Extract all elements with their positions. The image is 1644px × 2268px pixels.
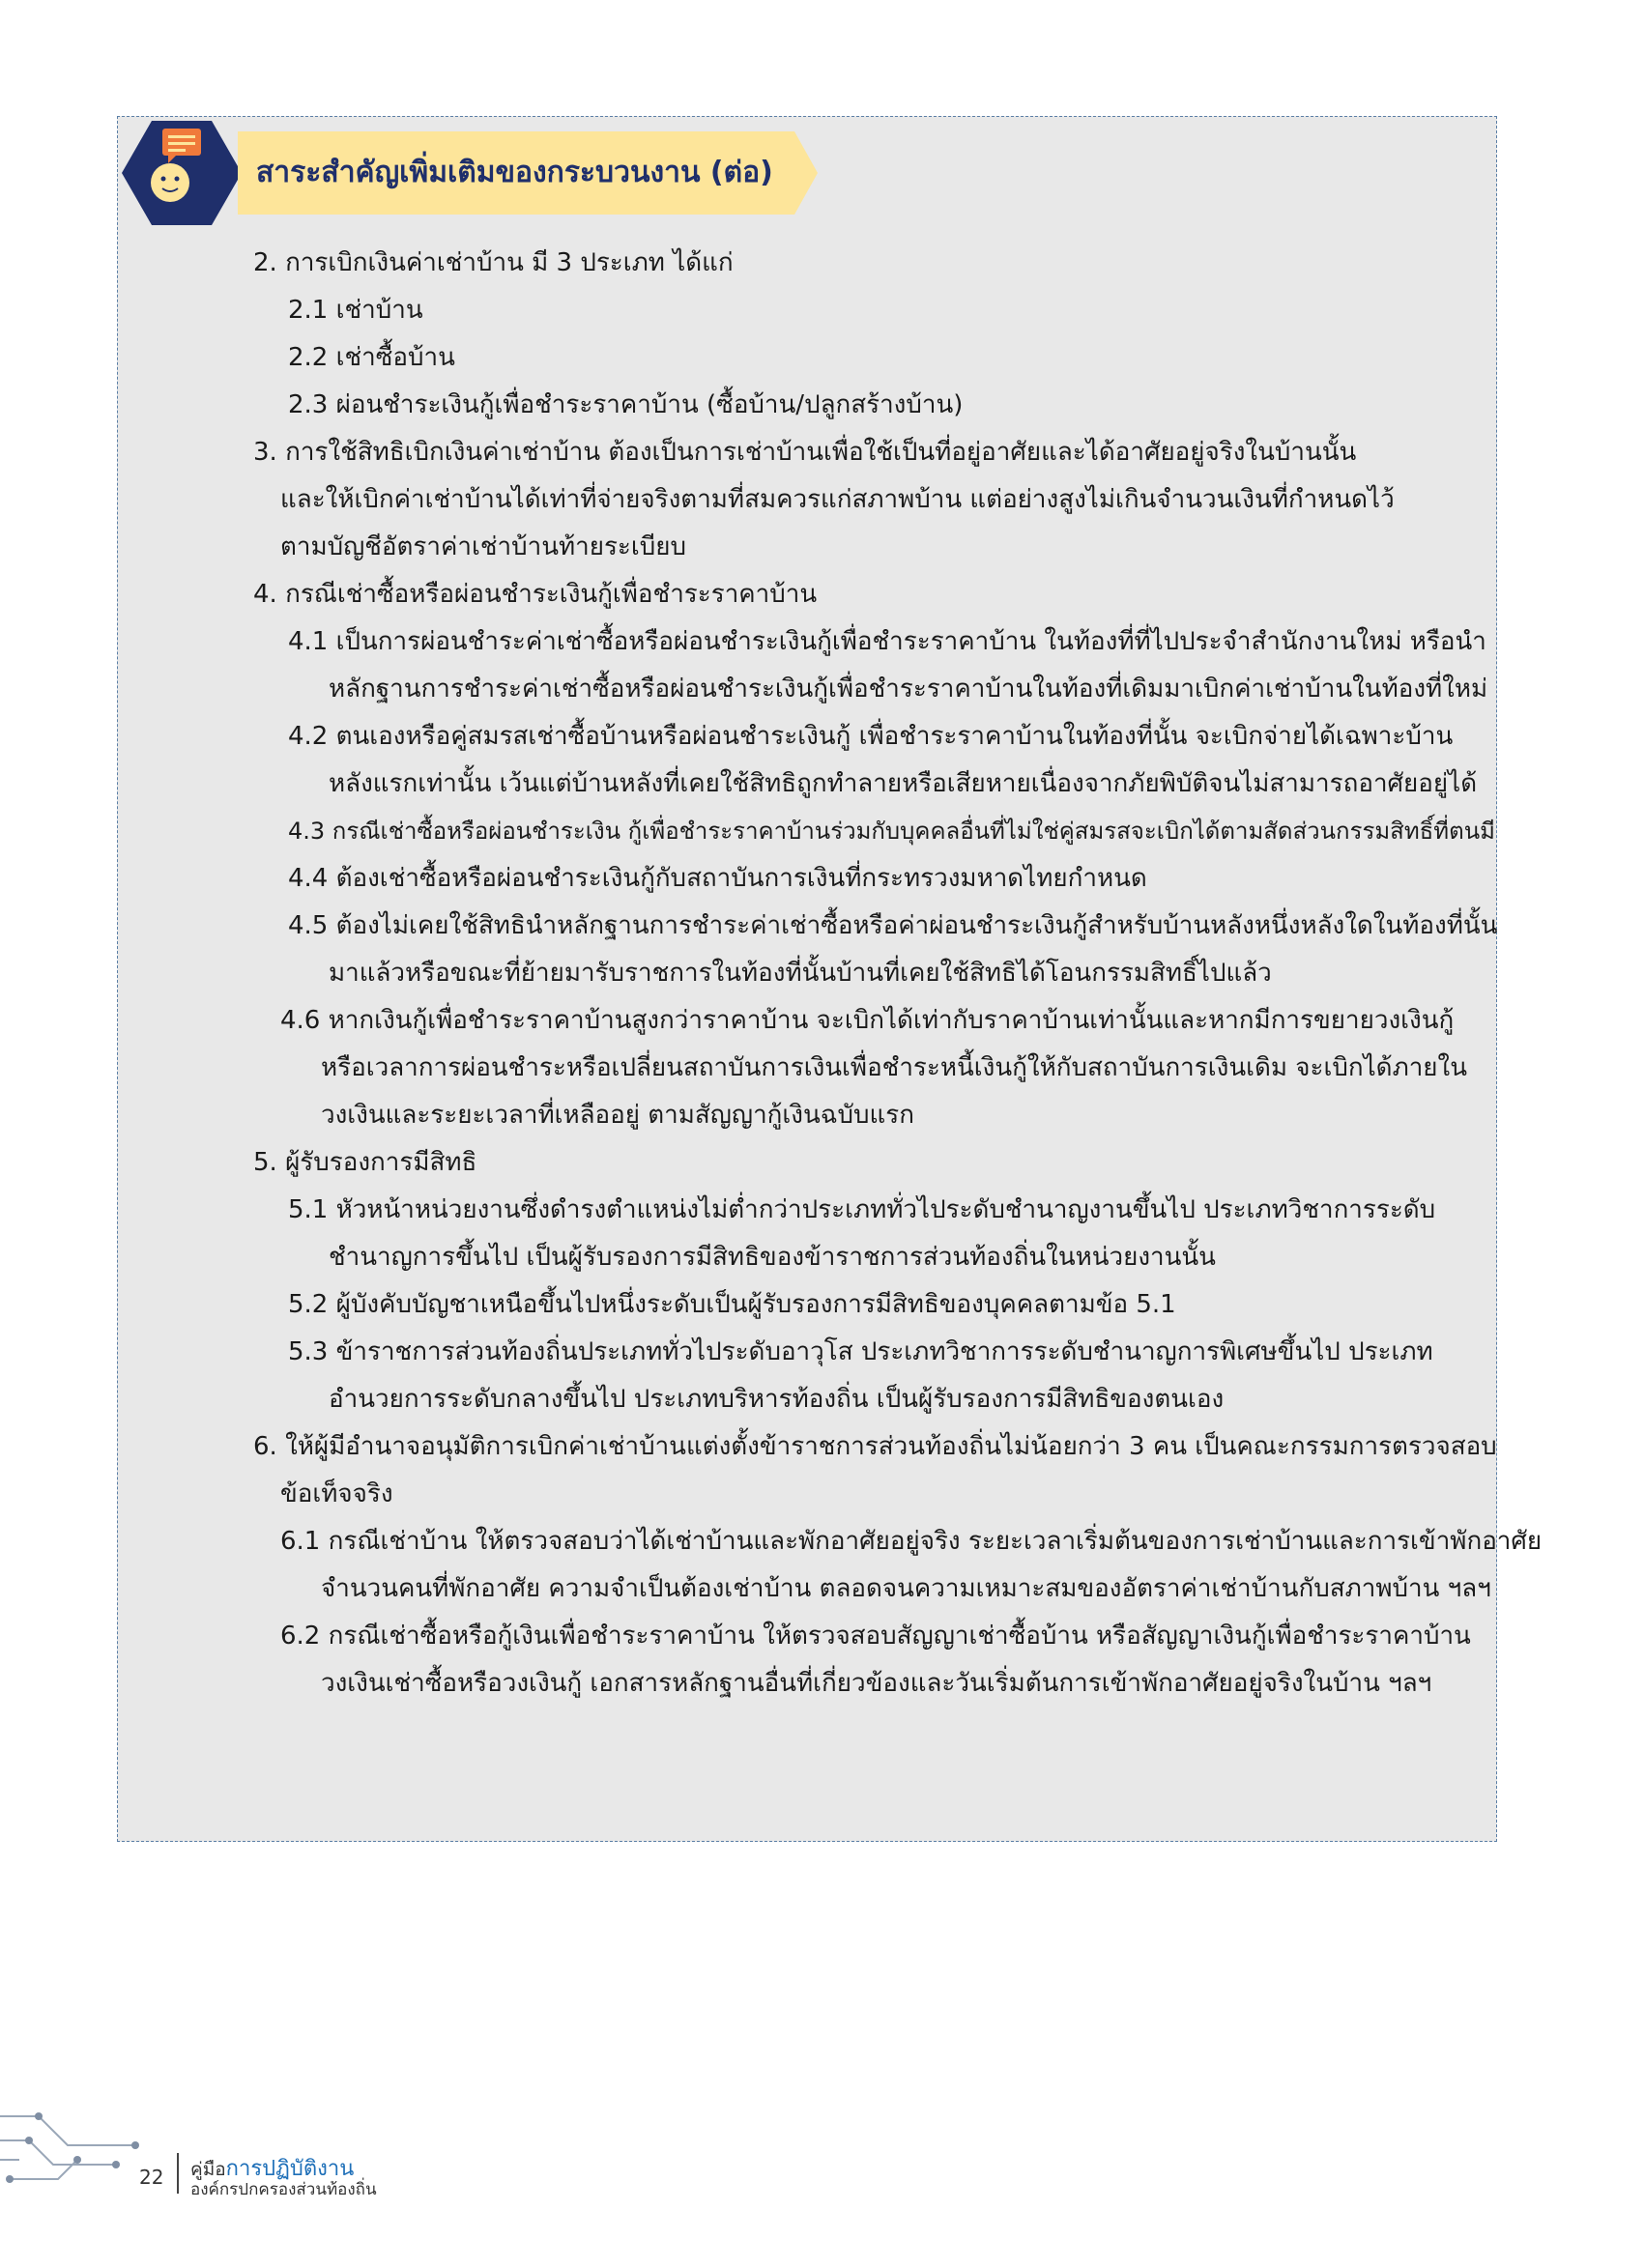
list-item: 2.3 ผ่อนชำระเงินกู้เพื่อชำระราคาบ้าน (ซื้อบ้าน/ปลูกสร้างบ้าน)	[288, 390, 964, 419]
list-item: 4. กรณีเช่าซื้อหรือผ่อนชำระเงินกู้เพื่อชำระราคาบ้าน	[253, 580, 818, 609]
list-item: 4.4 ต้องเช่าซื้อหรือผ่อนชำระเงินกู้กับสถาบันการเงินที่กระทรวงมหาดไทยกำหนด	[288, 864, 1147, 893]
list-item: วงเงินเช่าซื้อหรือวงเงินกู้ เอกสารหลักฐานอื่นที่เกี่ยวข้องและวันเริ่มต้นการเข้าพักอาศัยอยู่จริงในบ้าน ฯลฯ	[321, 1669, 1432, 1698]
footer-divider	[177, 2153, 179, 2194]
footer-org-name: องค์กรปกครองส่วนท้องถิ่น	[190, 2180, 377, 2199]
list-item: ข้อเท็จจริง	[280, 1479, 393, 1508]
list-item: 5.1 หัวหน้าหน่วยงานซึ่งดำรงตำแหน่งไม่ต่ำกว่าประเภททั่วไประดับชำนาญงานขึ้นไป ประเภทวิชาการระดับ	[288, 1195, 1436, 1224]
footer-title-accent: การปฏิบัติงาน	[225, 2157, 355, 2181]
list-item: ชำนาญการขึ้นไป เป็นผู้รับรองการมีสิทธิของข้าราชการส่วนท้องถิ่นในหน่วยงานนั้น	[329, 1243, 1216, 1272]
list-item: หรือเวลาการผ่อนชำระหรือเปลี่ยนสถาบันการเงินเพื่อชำระหนี้เงินกู้ให้กับสถาบันการเงินเดิม จะเบิกได้ภายใน	[321, 1053, 1468, 1082]
list-item: จำนวนคนที่พักอาศัย ความจำเป็นต้องเช่าบ้าน ตลอดจนความเหมาะสมของอัตราค่าเช่าบ้านกับสภาพบ้าน ฯลฯ	[321, 1574, 1491, 1603]
list-item: ตามบัญชีอัตราค่าเช่าบ้านท้ายระเบียบ	[280, 532, 687, 561]
list-item: 2. การเบิกเงินค่าเช่าบ้าน มี 3 ประเภท ได้แก่	[253, 248, 734, 277]
list-item: 5.3 ข้าราชการส่วนท้องถิ่นประเภททั่วไประดับอาวุโส ประเภทวิชาการระดับชำนาญการพิเศษขึ้นไป ประเภท	[288, 1337, 1433, 1366]
page-number: 22	[139, 2166, 164, 2189]
list-item: 6.2 กรณีเช่าซื้อหรือกู้เงินเพื่อชำระราคาบ้าน ให้ตรวจสอบสัญญาเช่าซื้อบ้าน หรือสัญญาเงินกู้เพื่อชำระราคาบ้าน	[280, 1622, 1471, 1651]
list-item: หลักฐานการชำระค่าเช่าซื้อหรือผ่อนชำระเงินกู้เพื่อชำระราคาบ้านในท้องที่เดิมมาเบิกค่าเช่าบ้านในท้องที่ใหม่	[329, 675, 1488, 703]
list-item: 6. ให้ผู้มีอำนาจอนุมัติการเบิกค่าเช่าบ้านแต่งตั้งข้าราชการส่วนท้องถิ่นไม่น้อยกว่า 3 คน เป็นคณะกรรมการตรวจสอบ	[253, 1432, 1497, 1461]
list-item: 2.2 เช่าซื้อบ้าน	[288, 343, 455, 372]
circuit-lines-decoration	[0, 2087, 193, 2203]
section-title: สาระสำคัญเพิ่มเติมของกระบวนงาน (ต่อ)	[256, 156, 773, 189]
list-item: 2.1 เช่าบ้าน	[288, 296, 423, 325]
list-item: 5.2 ผู้บังคับบัญชาเหนือขึ้นไปหนึ่งระดับเป็นผู้รับรองการมีสิทธิของบุคคลตามข้อ 5.1	[288, 1290, 1176, 1319]
list-item: มาแล้วหรือขณะที่ย้ายมารับราชการในท้องที่นั้นบ้านที่เคยใช้สิทธิได้โอนกรรมสิทธิ์ไปแล้ว	[329, 959, 1272, 988]
list-item: 6.1 กรณีเช่าบ้าน ให้ตรวจสอบว่าได้เช่าบ้านและพักอาศัยอยู่จริง ระยะเวลาเริ่มต้นของการเช่าบ้านและการเข้าพักอาศัย	[280, 1527, 1543, 1556]
list-item: 4.2 ตนเองหรือคู่สมรสเช่าซื้อบ้านหรือผ่อนชำระเงินกู้ เพื่อชำระราคาบ้านในท้องที่นั้น จะเบิกจ่ายได้เฉพาะบ้าน	[288, 722, 1454, 751]
footer-title-prefix: คู่มือ	[190, 2159, 226, 2180]
list-item: 4.1 เป็นการผ่อนชำระค่าเช่าซื้อหรือผ่อนชำระเงินกู้เพื่อชำระราคาบ้าน ในท้องที่ที่ไปประจำสำนักงานใหม่ หรือนำ	[288, 627, 1486, 656]
list-item: 4.3 กรณีเช่าซื้อหรือผ่อนชำระเงิน กู้เพื่อชำระราคาบ้านร่วมกับบุคคลอื่นที่ไม่ใช่คู่สมรสจะเบิกได้ตามสัดส่วนกรรมสิทธิ์ที่ตนมี	[288, 818, 1495, 845]
list-item: หลังแรกเท่านั้น เว้นแต่บ้านหลังที่เคยใช้สิทธิถูกทำลายหรือเสียหายเนื่องจากภัยพิบัติจนไม่สามารถอาศัยอยู่ได้	[329, 769, 1478, 798]
list-item: วงเงินและระยะเวลาที่เหลืออยู่ ตามสัญญากู้เงินฉบับแรก	[321, 1101, 914, 1130]
list-item: 4.6 หากเงินกู้เพื่อชำระราคาบ้านสูงกว่าราคาบ้าน จะเบิกได้เท่ากับราคาบ้านเท่านั้นและหากมีการขยายวงเงินกู้	[280, 1006, 1455, 1035]
list-item: 4.5 ต้องไม่เคยใช้สิทธินำหลักฐานการชำระค่าเช่าซื้อหรือค่าผ่อนชำระเงินกู้สำหรับบ้านหลังหนึ่งหลังใดในท้องที่นั้น	[288, 911, 1498, 940]
list-item: 5. ผู้รับรองการมีสิทธิ	[253, 1148, 477, 1177]
list-item: 3. การใช้สิทธิเบิกเงินค่าเช่าบ้าน ต้องเป็นการเช่าบ้านเพื่อใช้เป็นที่อยู่อาศัยและได้อาศัยอยู่จริงในบ้านนั้น	[253, 438, 1357, 467]
list-item: และให้เบิกค่าเช่าบ้านได้เท่าที่จ่ายจริงตามที่สมควรแก่สภาพบ้าน แต่อย่างสูงไม่เกินจำนวนเงินที่กำหนดไว้	[280, 485, 1395, 514]
list-item: อำนวยการระดับกลางขึ้นไป ประเภทบริหารท้องถิ่น เป็นผู้รับรองการมีสิทธิของตนเอง	[329, 1385, 1225, 1414]
